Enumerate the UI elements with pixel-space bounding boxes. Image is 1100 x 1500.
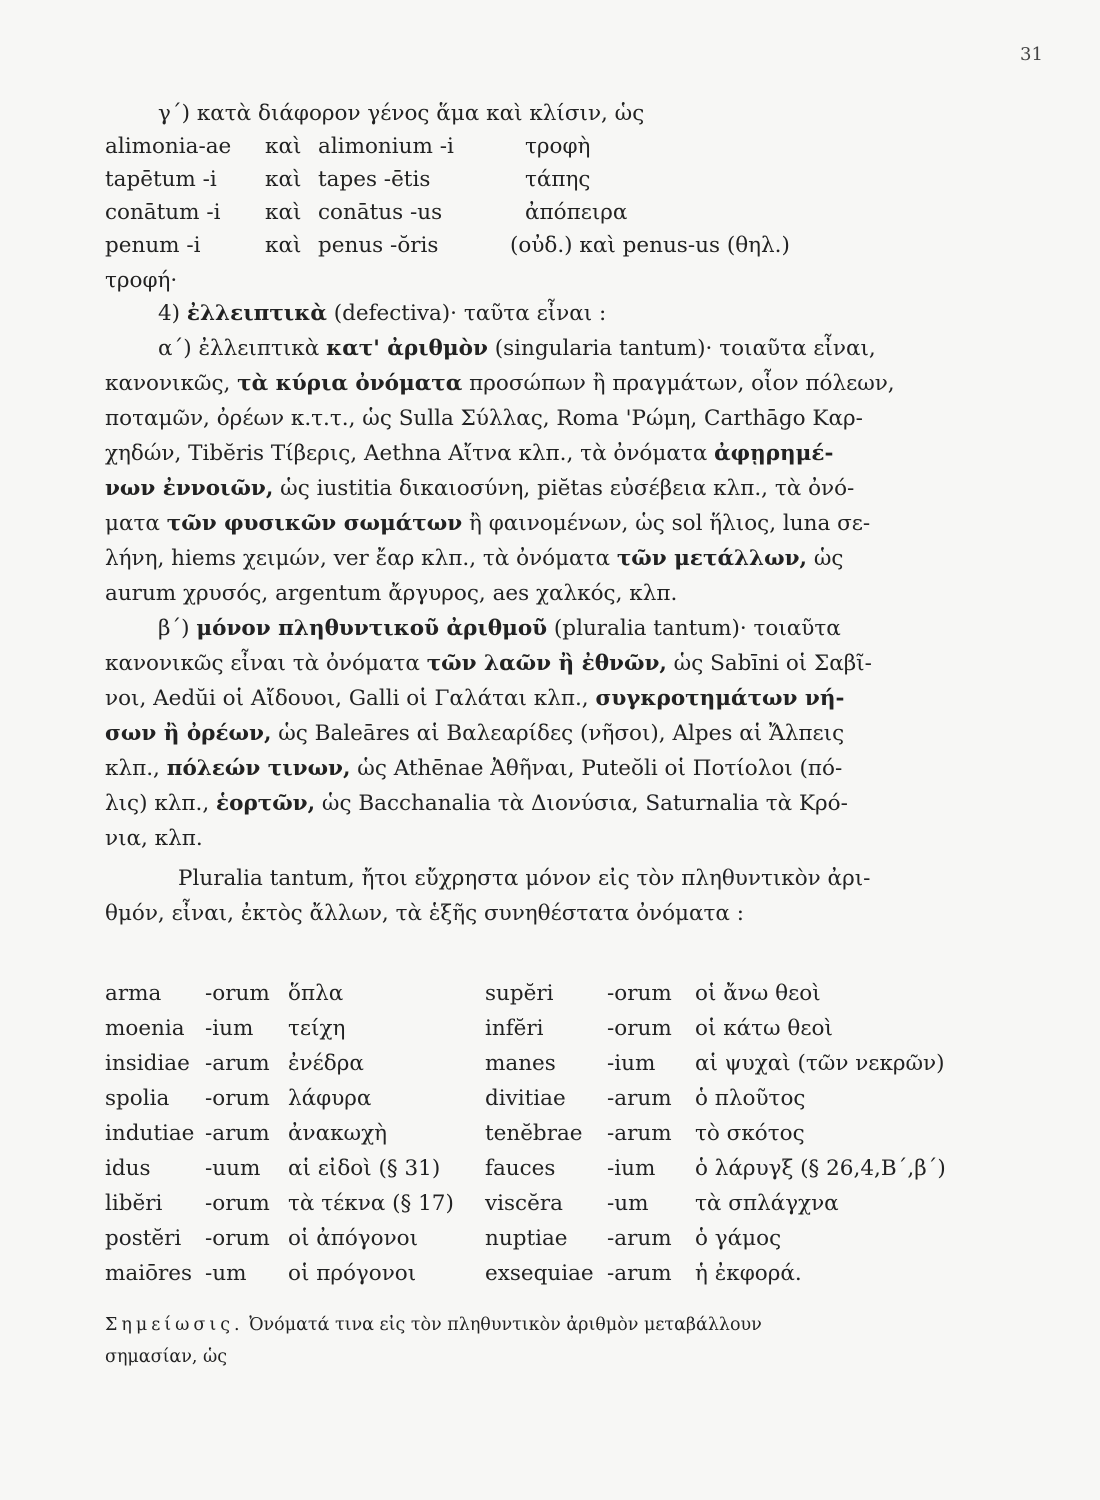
- text-line: aurum χρυσός, argentum ἄργυρος, aes χαλκός, κλπ.: [105, 581, 678, 606]
- row-greek: τροφὴ: [525, 134, 591, 159]
- row-kai: καὶ: [265, 167, 302, 192]
- row-latin: alimonia-ae: [105, 134, 232, 159]
- text-line: λις) κλπ., ἑορτῶν, ὡς Bacchanalia τὰ Διονύσια, Saturnalia τὰ Κρό-: [105, 791, 848, 816]
- row-kai: καὶ: [265, 200, 302, 225]
- row-greek: τάπης: [525, 167, 591, 192]
- row-kai: καὶ: [265, 134, 302, 159]
- text-line: Pluralia tantum, ἤτοι εὔχρηστα μόνον εἰς τὸν πληθυντικὸν ἀρι-: [178, 866, 871, 891]
- text-line: νια, κλπ.: [105, 826, 203, 851]
- page-number: 31: [1020, 44, 1043, 65]
- note-line: σημασίαν, ὡς: [105, 1347, 228, 1367]
- text-line: ματα τῶν φυσικῶν σωμάτων ἢ φαινομένων, ὡς sol ἥλιος, luna σε-: [105, 511, 871, 536]
- row-latin: conātum -i: [105, 200, 221, 225]
- row-latin2: conātus -us: [318, 200, 443, 225]
- book-page: 31 γ΄) κατὰ διάφορον γένος ἅμα καὶ κλίσιν, ὡς alimonia-ae καὶ alimonium -i τροφὴ tapētum -i καὶ tapes -ētis τάπης conātum -i καὶ conātus -us ἀπόπειρα penum -i καὶ penus -ŏris (οὐδ.) καὶ penus-us (θηλ.) τροφή· 4) ἐλλειπτικὰ (defectiva)· ταῦτα εἶναι : α΄) ἐλλειπτικὰ κατ' ἀριθμὸν (singularia tantum)· τοιαῦτα εἶναι, κανονικῶς, τὰ κύρια ὀνόματα προσώπων ἢ πραγμάτων, οἷον πόλεων, ποταμῶν, ὀρέων κ.τ.τ., ὡς Sulla Σύλλας, Roma 'Ρώμη, Carthāgo Καρ- χηδών, Tibĕris Τίβερις, Aethna Αἴτνα κλπ., τὰ ὀνόματα ἀφῃρημέ- νων ἐννοιῶν, ὡς iustitia δικαιοσύνη, piĕtas εὐσέβεια κλπ., τὰ ὀνό- ματα τῶν φυσικῶν σωμάτων ἢ φαινομένων, ὡς sol ἥλιος, luna σε- λήνη, hiems χειμών, ver ἔαρ κλπ., τὰ ὀνόματα τῶν μετάλλων, ὡς aurum χρυσός, argentum ἄργυρος, aes χαλκός, κλπ. β΄) μόνον πληθυντικοῦ ἀριθμοῦ (pluralia tantum)· τοιαῦτα κανονικῶς εἶναι τὰ ὀνόματα τῶν λαῶν ἢ ἐθνῶν, ὡς Sabīni οἱ Σαβῖ- νοι, Aedŭi οἱ Αἴδουοι, Galli οἱ Γαλάται κλπ., συγκροτημάτων νή- σων ἢ ὀρέων, ὡς Baleāres αἱ Βαλεαρίδες (νῆσοι), Alpes αἱ Ἄλπεις κλπ., πόλεών τινων, ὡς Athēnae Ἀθῆναι, Puteŏli οἱ Ποτίολοι (πό- λις) κλπ., ἑορτῶν, ὡς Bacchanalia τὰ Διονύσια, Saturnalia τὰ Κρό- νια, κλπ. Pluralia tantum, ἤτοι εὔχρηστα μόνον εἰς τὸν πληθυντικὸν ἀρι- θμόν, εἶναι, ἐκτὸς ἄλλων, τὰ ἑξῆς συνηθέστατα ὀνόματα : arma -orum ὅπλα supĕri -orum οἱ ἄνω θεοὶ moenia -ium τείχη infĕri -orum οἱ κάτω θεοὶ insidiae -arum ἐνέδρα manes -ium αἱ ψυχαὶ (τῶν νεκρῶν) spolia -orum λάφυρα divitiae -arum ὁ πλοῦτος indutiae -arum ἀνακωχὴ tenĕbrae -arum τὸ σκότος idus -uum αἱ εἰδοὶ (§ 31) fauces -ium ὁ λάρυγξ (§ 26,4,Β΄,β΄) libĕri -orum τὰ τέκνα (§ 17) viscĕra -um τὰ σπλάγχνα postĕri -orum οἱ ἀπόγονοι nuptiae -arum ὁ γάμος maiōres -um οἱ πρόγονοι exsequiae -arum ἡ ἐκφορά. Σημείωσις. Ὀνόματά τινα εἰς τὸν πληθυντικὸν ἀριθμὸν μεταβάλλουν σημασίαν, ὡς: [0, 0, 1100, 1500]
- text-line: νων ἐννοιῶν, ὡς iustitia δικαιοσύνη, piĕtas εὐσέβεια κλπ., τὰ ὀνό-: [105, 476, 855, 501]
- text-line: ποταμῶν, ὀρέων κ.τ.τ., ὡς Sulla Σύλλας, Roma 'Ρώμη, Carthāgo Καρ-: [105, 406, 863, 431]
- section-g-heading: γ΄) κατὰ διάφορον γένος ἅμα καὶ κλίσιν, ὡς: [158, 101, 645, 126]
- row-greek: (οὐδ.) καὶ penus-us (θηλ.): [510, 233, 790, 258]
- row-latin2: tapes -ētis: [318, 167, 431, 192]
- text-line: β΄) μόνον πληθυντικοῦ ἀριθμοῦ (pluralia tantum)· τοιαῦτα: [158, 616, 841, 641]
- row-latin: penum -i: [105, 233, 201, 258]
- text-line: νοι, Aedŭi οἱ Αἴδουοι, Galli οἱ Γαλάται κλπ., συγκροτημάτων νή-: [105, 686, 845, 711]
- row-latin2: penus -ŏris: [318, 233, 439, 258]
- text-line: θμόν, εἶναι, ἐκτὸς ἄλλων, τὰ ἑξῆς συνηθέστατα ὀνόματα :: [105, 901, 745, 926]
- text-line: 4) ἐλλειπτικὰ (defectiva)· ταῦτα εἶναι :: [158, 301, 607, 326]
- row-kai: καὶ: [265, 233, 302, 258]
- row-latin2: alimonium -i: [318, 134, 454, 159]
- text-line: σων ἢ ὀρέων, ὡς Baleāres αἱ Βαλεαρίδες (νῆσοι), Alpes αἱ Ἄλπεις: [105, 721, 845, 746]
- row-greek: ἀπόπειρα: [525, 200, 628, 225]
- note-line: Σημείωσις. Ὀνόματά τινα εἰς τὸν πληθυντικὸν ἀριθμὸν μεταβάλλουν: [105, 1315, 762, 1335]
- text-line: λήνη, hiems χειμών, ver ἔαρ κλπ., τὰ ὀνόματα τῶν μετάλλων, ὡς: [105, 546, 844, 571]
- text-line: κανονικῶς, τὰ κύρια ὀνόματα προσώπων ἢ πραγμάτων, οἷον πόλεων,: [105, 371, 895, 396]
- note-label: Σημείωσις.: [105, 1315, 244, 1335]
- row-latin: tapētum -i: [105, 167, 217, 192]
- section-g-trailing: τροφή·: [105, 268, 178, 293]
- text-line: α΄) ἐλλειπτικὰ κατ' ἀριθμὸν (singularia tantum)· τοιαῦτα εἶναι,: [158, 336, 876, 361]
- text-line: χηδών, Tibĕris Τίβερις, Aethna Αἴτνα κλπ., τὰ ὀνόματα ἀφῃρημέ-: [105, 441, 834, 466]
- text-line: κλπ., πόλεών τινων, ὡς Athēnae Ἀθῆναι, Puteŏli οἱ Ποτίολοι (πό-: [105, 756, 843, 781]
- text-line: κανονικῶς εἶναι τὰ ὀνόματα τῶν λαῶν ἢ ἐθνῶν, ὡς Sabīni οἱ Σαβῖ-: [105, 651, 872, 676]
